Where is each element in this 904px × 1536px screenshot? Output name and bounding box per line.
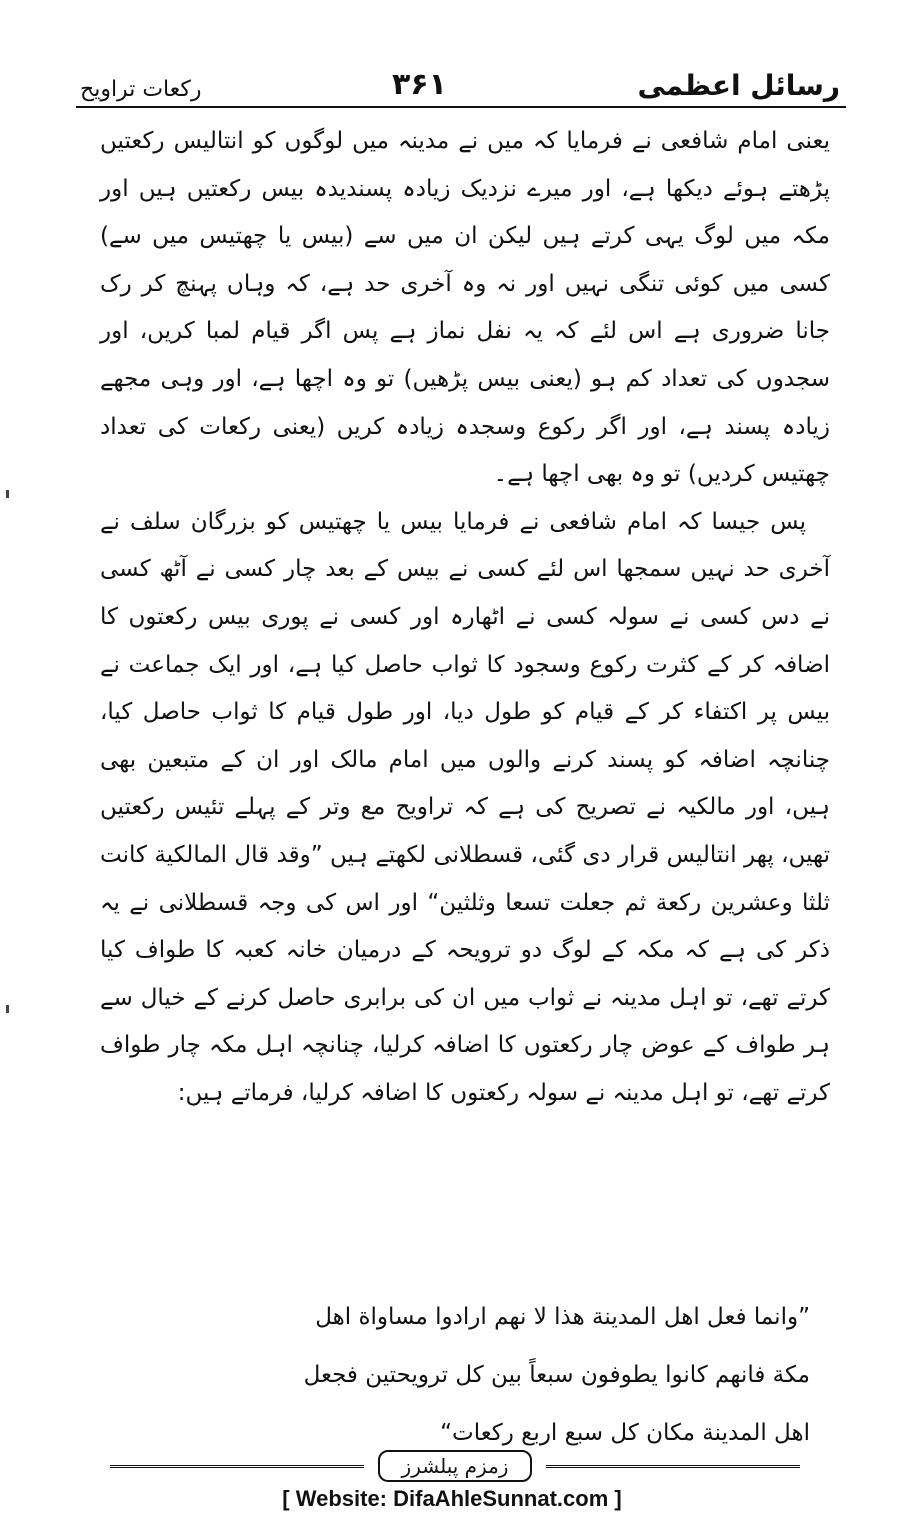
footer-rule-right [546, 1465, 800, 1468]
website-link: [ Website: DifaAhleSunnat.com ] [282, 1486, 622, 1511]
page-footer [110, 1448, 800, 1484]
publisher-badge: زمزم پبلشرز [378, 1450, 533, 1482]
scan-mark [6, 490, 9, 498]
quote-line-2: مکة فانهم کانوا یطوفون سبعاً بین کل ترویحتین فجعل [303, 1362, 810, 1388]
scan-mark [6, 1005, 9, 1013]
quote-line-1: ”وانما فعل اهل المدینة هذا لا نهم ارادوا مساواة اهل [315, 1304, 810, 1330]
paragraph-1: یعنی امام شافعی نے فرمایا کہ میں نے مدینہ میں لوگوں کو انتالیس رکعتیں پڑھتے ہوئے دیکھا ہے، اور میرے نزدیک زیادہ پسندیدہ بیس رکعتیں ہیں اور مکہ میں لوگ یہی کرتے ہیں لیکن ان میں سے (بیس یا چھتیس میں سے) کسی میں کوئی تنگی نہیں اور نہ وہ آخری حد ہے، کہ وہاں پہنچ کر رک جانا ضروری ہے اس لئے کہ یہ نفل نماز ہے پس اگر قیام لمبا کریں، اور سجدوں کی تعداد کم ہو (یعنی بیس پڑھیں) تو وہ اچھا ہے، اور وہی مجھے زیادہ پسند ہے، اور اگر رکوع وسجدہ زیادہ کریں (یعنی رکعات کی تعداد چھتیس کردیں) تو وہ بھی اچھا ہے۔ [100, 128, 830, 488]
footer-rule-left [110, 1465, 364, 1468]
quote-line-3: اهل المدینة مکان کل سبع اربع رکعات“ [440, 1420, 810, 1446]
page-number: ۳۶۱ [391, 67, 447, 102]
paragraph-2: پس جیسا کہ امام شافعی نے فرمایا بیس یا چھتیس کو بزرگان سلف نے آخری حد نہیں سمجھا اس لئے کسی نے بیس کے بعد چار کسی نے آٹھ کسی نے دس کسی نے سولہ کسی نے اٹھارہ اور کسی نے پوری بیس رکعتوں کا اضافہ کر کے کثرت رکوع وسجود کا ثواب حاصل کیا ہے، اور ایک جماعت نے بیس پر اکتفاء کر کے قیام کو طول دیا، اور طول قیام کا ثواب حاصل کیا، چنانچہ اضافہ کو پسند کرنے والوں میں امام مالک اور ان کے متبعین بھی ہیں، اور مالکیہ نے تصریح کی ہے کہ تراویح مع وتر کے پہلے تئیس رکعتیں تھیں، پھر انتالیس قرار دی گئی، قسطلانی لکھتے ہیں ”وقد قال المالکیة کانت ثلثا وعشرین رکعة ثم جعلت تسعا وثلثین“ اور اس کی وجہ قسطلانی نے یہ ذکر کی ہے کہ مکہ کے لوگ دو ترویحہ کے درمیان خانہ کعبہ کا طواف کیا کرتے تھے، تو اہل مدینہ نے ثواب میں ان کی برابری حاصل کرنے کے خیال سے ہر طواف کے عوض چار رکعتوں کا اضافہ کرلیا، چنانچہ اہل مکہ چار طواف کرتے تھے، تو اہل مدینہ نے سولہ رکعتوں کا اضافہ کرلیا، فرماتے ہیں: [100, 508, 830, 1106]
book-title: رسائل اعظمی [637, 69, 840, 102]
body-text [100, 118, 830, 1117]
arabic-quote [110, 1288, 810, 1462]
header-divider [76, 106, 846, 108]
chapter-title: رکعات تراویح [80, 77, 202, 102]
page-header [80, 58, 840, 102]
